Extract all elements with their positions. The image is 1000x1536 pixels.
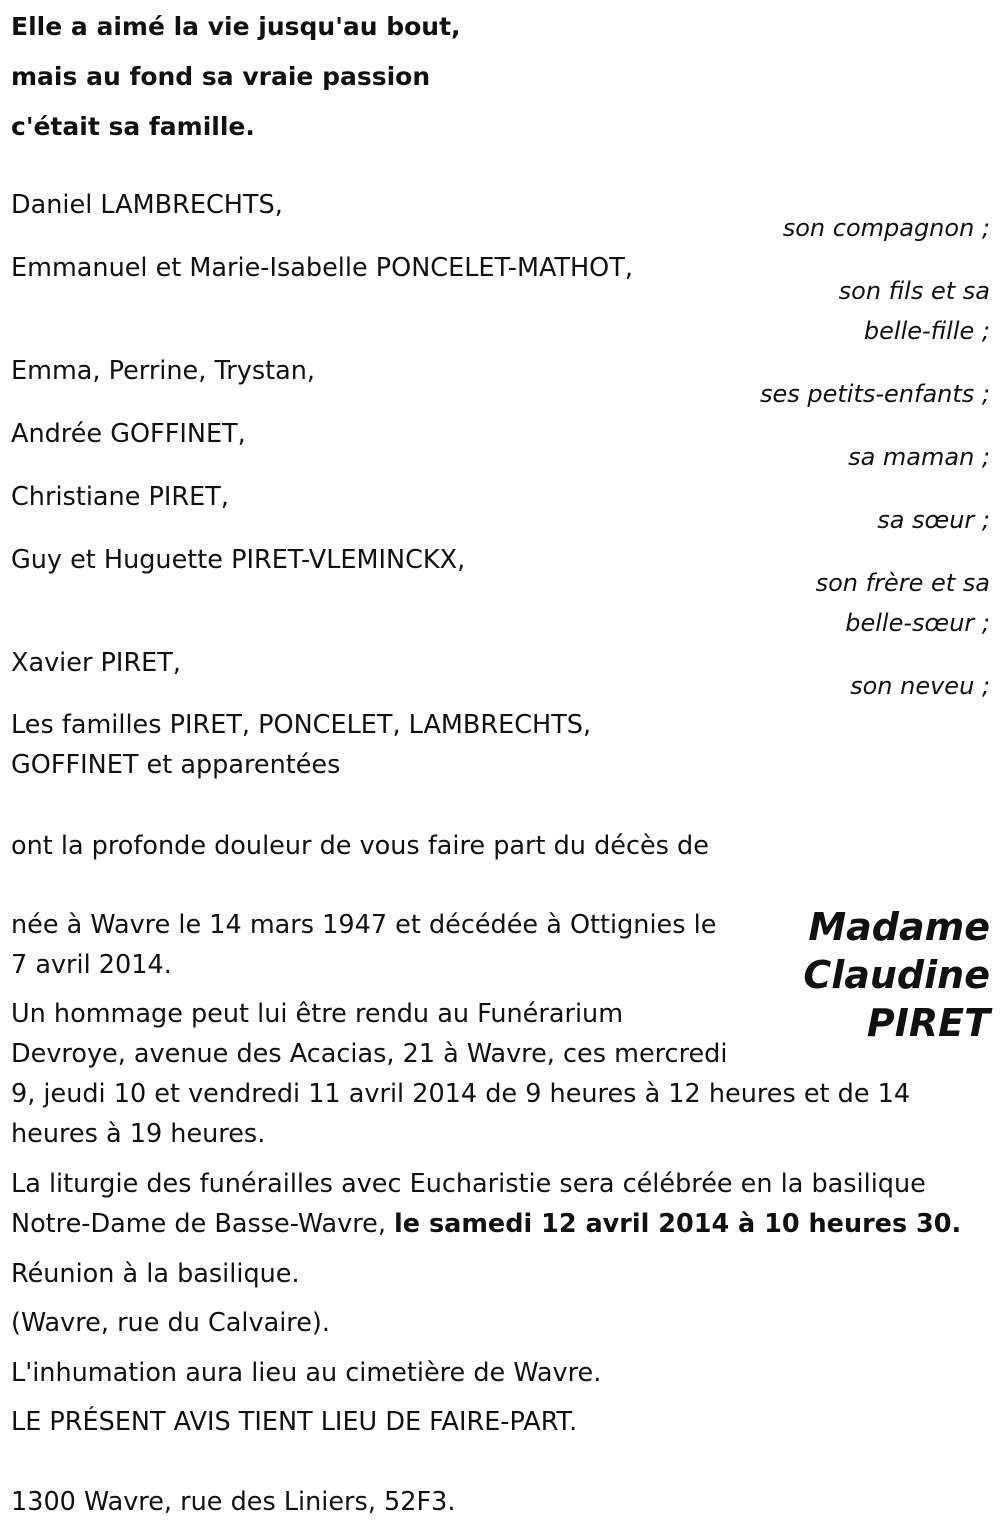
relation-brother-line-2: belle-sœur ; bbox=[845, 609, 990, 637]
family-member-sister: Christiane PIRET, bbox=[11, 482, 229, 512]
relation-nephew: son neveu ; bbox=[850, 672, 990, 700]
relation-grandchildren: ses petits-enfants ; bbox=[759, 380, 990, 408]
family-member-mother: Andrée GOFFINET, bbox=[11, 419, 246, 449]
homage-line-1: Un hommage peut lui être rendu au Funérarium bbox=[11, 999, 624, 1029]
epitaph-line-2: mais au fond sa vraie passion bbox=[11, 62, 431, 91]
announcement: ont la profonde douleur de vous faire part du décès de bbox=[11, 831, 709, 861]
deceased-title: Madame bbox=[808, 905, 990, 949]
relation-son-line-2: belle-fille ; bbox=[863, 317, 990, 345]
family-member-grandchildren: Emma, Perrine, Trystan, bbox=[11, 356, 316, 386]
family-member-brother: Guy et Huguette PIRET-VLEMINCKX, bbox=[11, 545, 466, 575]
location-text: (Wavre, rue du Calvaire). bbox=[11, 1308, 330, 1338]
homage-line-3: 9, jeudi 10 et vendredi 11 avril 2014 de 9 heures à 12 heures et de 14 bbox=[11, 1079, 911, 1109]
liturgy-place: Notre-Dame de Basse-Wavre, bbox=[11, 1209, 395, 1239]
homage-line-2: Devroye, avenue des Acacias, 21 à Wavre, ces mercredi bbox=[11, 1039, 728, 1069]
burial-text: L'inhumation aura lieu au cimetière de Wavre. bbox=[11, 1358, 602, 1388]
relation-companion: son compagnon ; bbox=[782, 214, 990, 242]
homage-line-4: heures à 19 heures. bbox=[11, 1119, 266, 1149]
relation-son-line-1: son fils et sa bbox=[838, 277, 990, 305]
family-member-nephew: Xavier PIRET, bbox=[11, 648, 181, 678]
family-member-companion: Daniel LAMBRECHTS, bbox=[11, 190, 283, 220]
relation-brother-line-1: son frère et sa bbox=[815, 569, 990, 597]
deceased-first-name: Claudine bbox=[803, 953, 990, 997]
epitaph-line-1: Elle a aimé la vie jusqu'au bout, bbox=[11, 12, 461, 41]
families-line-2: GOFFINET et apparentées bbox=[11, 750, 341, 780]
relation-mother: sa maman ; bbox=[848, 443, 990, 471]
liturgy-date-time: le samedi 12 avril 2014 à 10 heures 30. bbox=[394, 1209, 962, 1239]
reunion-text: Réunion à la basilique. bbox=[11, 1259, 300, 1289]
deceased-last-name: PIRET bbox=[866, 1001, 990, 1045]
birth-death-line-1: née à Wavre le 14 mars 1947 et décédée à Ottignies le bbox=[11, 910, 717, 940]
family-member-son: Emmanuel et Marie-Isabelle PONCELET-MATHOT, bbox=[11, 253, 633, 283]
epitaph-line-3: c'était sa famille. bbox=[11, 112, 255, 141]
notice-text: LE PRÉSENT AVIS TIENT LIEU DE FAIRE-PART. bbox=[11, 1407, 578, 1437]
relation-sister: sa sœur ; bbox=[877, 506, 990, 534]
liturgy-line-2 bbox=[11, 1204, 961, 1244]
families-line-1: Les familles PIRET, PONCELET, LAMBRECHTS, bbox=[11, 710, 592, 740]
birth-death-line-2: 7 avril 2014. bbox=[11, 950, 172, 980]
address-text: 1300 Wavre, rue des Liniers, 52F3. bbox=[11, 1487, 456, 1517]
liturgy-line-1: La liturgie des funérailles avec Eucharistie sera célébrée en la basilique bbox=[11, 1169, 926, 1199]
